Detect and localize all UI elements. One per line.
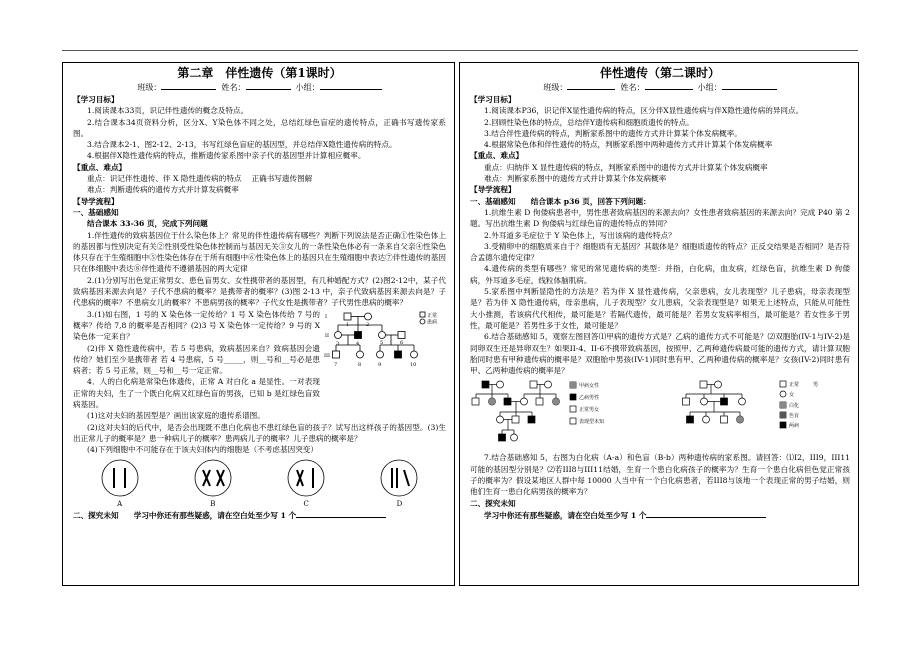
ind-2: 2	[366, 321, 370, 328]
q4-item-2: (2)这对夫妇的后代中，是否会出现既不患白化病也不患红绿色盲的孩子？试写出这样孩子的基因型。(3)生出正常儿子的概率是？患一种病儿子的概率？患两病儿子的概率？儿子患病的概率是？	[73, 422, 446, 443]
right-text-line: 3.结合伴性遗传病的特点，判断家系图中的遗传方式并计算某个体发病概率。	[484, 128, 742, 138]
legend-b-1: 正常	[789, 382, 800, 389]
group-label: 小组：	[697, 83, 722, 92]
q4-item-1: (1)这对夫妇的基因型是？画出该家庭的遗传系谱图。	[87, 411, 265, 421]
left-info-row	[73, 81, 446, 94]
cell-d-drawing	[379, 458, 419, 498]
pedigree-figure	[324, 309, 446, 391]
pedigree-chart	[324, 309, 446, 387]
left-text-line: 难点：判断遗传病的遗传方式并计算发病概率	[87, 185, 239, 195]
left-content	[73, 94, 446, 309]
ind-4: 4	[356, 340, 360, 347]
q3-text: 3.(1)如右图，1 号的 X 染色体一定传给？1 号 X 染色体传给 7 号的概率？传给 7,8 的概率是否相同？(2)3 号 X 染色体一定传给？9 号的 X 染色体一定来自？	[73, 309, 320, 342]
header-rule	[62, 50, 858, 51]
left-text-line: 重点：识记伴性遗传、伴 X 隐性遗传病的特点 正确书写遗传图解	[87, 174, 313, 184]
left-worksheet	[62, 62, 455, 586]
right-text-line: 4.遗传病的类型有哪些？常见的常见遗传病的类型：并指，白化病，血友病，红绿色盲，抗维生素 D 佝偻病，外耳道多毛症，线粒体脑肌病。	[470, 264, 850, 285]
left-text-line: 【重点、难点】	[73, 162, 127, 172]
left-text-line: 【导学流程】	[73, 196, 119, 206]
gen-label-1: I	[325, 313, 327, 320]
group-label: 小组：	[295, 83, 320, 92]
class-label: 班级：	[543, 83, 568, 92]
cell-d	[379, 458, 419, 508]
legend-a-3: 正常男女	[579, 407, 600, 414]
right-text-line: 重点：归纳伴 X 显性遗传病的特点，判断家系图中的遗传方式并计算某个体发病概率	[484, 162, 768, 172]
name-label: 姓名：	[221, 83, 246, 92]
cell-b	[193, 458, 233, 508]
right-text-line: 4.根据常染色体和伴性遗传的特点，判断家系图中两种遗传方式并计算某个体发病概率	[484, 140, 773, 150]
ind-8: 8	[358, 361, 362, 368]
cell-c	[286, 458, 326, 508]
q4-item-3: (4)下列细胞中不可能存在于该夫妇体内的细胞是（不考虑基因突变）	[87, 445, 318, 455]
right-text-line: 【学习目标】	[470, 95, 516, 104]
right-text-line: 2.回顾性染色体的特点，总结伴Y遗传病和细胞质遗传的特点。	[484, 117, 694, 127]
right-footer-blank[interactable]	[646, 509, 766, 518]
ind-10: 10	[410, 361, 417, 368]
right-worksheet	[459, 62, 859, 586]
left-text-line: 3.结合课本2-1、图2-12、2-13，书写红绿色盲症的基因型，并总结伴X隐性遗传病的特点。	[87, 140, 397, 150]
right-section2: 二、探究未知	[470, 498, 516, 508]
cell-d-label: D	[396, 499, 403, 508]
right-footer: 学习中你还有那些疑惑，请在空白处至少写 1 个	[470, 509, 850, 521]
legend-b-6: 两病	[789, 423, 800, 430]
right-text-line: 【导学流程】	[470, 185, 516, 195]
cell-diagrams	[73, 458, 446, 508]
q4-text: 4．人的白化病是常染色体遗传，正常 A 对白化 a 是显性。一对表现正常的夫妇，生了一个既白化病又红绿色盲的男孩，已知 b 是红绿色盲致病基因。	[73, 377, 320, 410]
right-info-row	[470, 81, 850, 94]
left-footer-blank[interactable]	[296, 509, 386, 518]
name-field[interactable]	[246, 81, 291, 90]
left-text-line: 结合课本 33-36 页，完成下列问题	[87, 219, 208, 229]
legend-a-4: 表现型未知	[579, 419, 605, 426]
left-text-line: 1.伴性遗传的致病基因位于什么染色体上？常见的伴性遗传病有哪些？判断下列说法是否正确①性染色体上的基因都与性别决定有关②性别受性染色体控制而与基因无关③女儿的一条性染色体必有一条来自父亲④性染色体只存在于生殖细胞中⑤性染色体存在于所有细胞中⑥性染色体上的基因只在生殖细胞中表达⑦伴性遗传的基因只在体细胞中表达⑧伴性遗传不遵循基因的两大定律	[73, 230, 446, 274]
ind-7: 7	[334, 361, 338, 368]
class-label: 班级：	[137, 83, 162, 92]
cell-a	[100, 458, 140, 508]
right-text-line: 6.结合基础感知 5，观察左图回答⑴甲病的遗传方式是？乙病的遗传方式不可能是？⑵双胞胎(IV-1与IV-2)是同卵双生还是异卵双生？如果II-4、II-6不携带致病基因，按照甲、乙两种遗传病最可能的遗传方式，请计算双胞胎同时患有甲种遗传病的概率是？双胞胎中男孩(IV-1)同时患有甲、乙两种遗传病的概率是？女孩(IV-2)同时患有甲、乙两种遗传病的概率是？	[470, 332, 850, 376]
legend-a-2: 乙病男性	[579, 395, 600, 402]
legend-b-3: 女	[789, 392, 795, 399]
ind-5: 5	[380, 339, 384, 346]
cell-c-drawing	[286, 458, 326, 498]
ind-1: 1	[346, 321, 350, 328]
q3b-text: (2)伴 X 隐性遗传病中，若 5 号患病，致病基因来自？致病基因会遗传给？她们至少是携带者 若 4 号患病，5 号_____，则__号和__号必是患病者；若 5 号正常，则__号和__号一定正常。	[73, 343, 320, 376]
class-field[interactable]	[567, 81, 615, 90]
right-text-line: 难点：判断家系图中的遗传方式并计算某个体发病概率	[484, 174, 667, 184]
gen-label-3: III	[324, 352, 330, 359]
right-content	[470, 94, 850, 376]
cell-a-label: A	[117, 499, 123, 508]
left-text-line: 2.结合课本34页资料分析，区分X、Y染色体不同之处，总结红绿色盲症的遗传特点，正确书写遗传家系图。	[73, 117, 446, 138]
right-title: 伴性遗传（第二课时）	[599, 66, 720, 80]
legend-b-5: 色盲	[789, 413, 800, 420]
cell-c-label: C	[303, 499, 309, 508]
legend-a-1: 甲病女性	[579, 383, 600, 390]
right-text-line: 5.家系图中判断显隐性的方法是？若为伴 X 显性遗传病，父亲患病，女儿表现型？儿子患病，母亲表现型是？若为伴 X 隐性遗传病，母亲患病，儿子表现型？女儿患病，父亲表现型是？如果无上述特点，只能从可能性大小推测，若该病代代相传，最可能是？若隔代遗传，最可能是？若男女发病率相当，最可能是？若女性多于男性，最可能是？若男性多于女性，最可能是？	[470, 287, 850, 330]
legend-b-2: 男	[813, 382, 819, 389]
left-text-line: 1.阅读课本33页，识记伴性遗传的概念及特点。	[87, 106, 249, 116]
cell-b-drawing	[193, 458, 233, 498]
ind-6: 6	[400, 339, 404, 346]
right-figures	[470, 378, 850, 450]
right-text-line: 1.抗维生素 D 佝偻病患者中，男性患者致病基因的来源去向？女性患者致病基因的来源去向？完成 P40 第 2 题。写出抗维生素 D 佝偻病与红绿色盲的遗传特点的异同？	[470, 207, 850, 229]
q7-text: 7.结合基础感知 5，右图为白化病（A-a）和色盲（B-b）两种遗传病的家系图。请回答：⑴I2，III9，III11 可能的基因型分别是？⑵若III8与III11结婚，生育一个患白化病孩子的概率为？生育一个患白化病但色觉正常孩子的概率为？假设某地区人群中每 10000 人当中有一个白化病患者，若III8与该地一个表现正常的男子结婚，则他们生育一患白化病男孩的概率为？	[470, 453, 850, 497]
pedigree-b	[670, 378, 850, 450]
group-field[interactable]	[722, 81, 777, 90]
cell-b-label: B	[210, 499, 216, 508]
pedigree-a	[470, 378, 660, 450]
left-title: 第二章 伴性遗传（第1课时）	[177, 66, 342, 80]
legend-b-4: 白化	[789, 403, 800, 410]
left-text-line: 一、基础感知	[73, 207, 119, 217]
left-footer: 二、探究未知 学习中你还有那些疑惑，请在空白处至少写 1 个	[73, 509, 446, 521]
gen-label-2: II	[325, 332, 329, 339]
right-text-line: 【重点、难点】	[470, 151, 524, 161]
legend-affected: 患病	[427, 319, 438, 326]
class-field[interactable]	[161, 81, 216, 90]
group-field[interactable]	[320, 81, 382, 90]
name-field[interactable]	[645, 81, 693, 90]
left-text-line: 4.根据伴X隐性遗传病的特点，推断遗传家系图中亲子代的基因型并计算相应概率。	[87, 151, 366, 161]
right-text-line: 2.外耳道多毛症位于 Y 染色体上，写出该病的遗传特点？	[484, 230, 676, 240]
right-text-line: 一、基础感知 结合课本 p36 页，回答下列问题：	[470, 196, 651, 206]
left-text-line: 【学习目标】	[73, 95, 119, 104]
ind-9: 9	[378, 361, 382, 368]
left-text-line: 2.(1)分别写出色觉正常男女、患色盲男女、女性携带者的基因型，有几种婚配方式？(2)图2-12中，某子代致病基因来源去向是？子代不患病的概率？是携带者的概率？(3)图 2-13 中，亲子代致病基因来源去向是？子代患病的概率？不患病女儿的概率？不患病男孩的概率？子代女性是携带者？子代男性患病的概率？	[73, 275, 446, 308]
name-label: 姓名：	[620, 83, 645, 92]
right-text-line: 1.阅读课本P36，识记伴X显性遗传病的特点，区分伴X显性遗传病与伴X隐性遗传病的异同点。	[484, 106, 804, 116]
ind-3: 3	[336, 340, 340, 347]
right-text-line: 3.受精卵中的细胞质来自于？细胞质有无基因？其载体是？细胞质遗传的特点？正反交结果是否相同？是否符合孟德尔遗传定律？	[470, 241, 850, 263]
cell-a-drawing	[100, 458, 140, 498]
legend-normal: 正常	[427, 312, 438, 319]
